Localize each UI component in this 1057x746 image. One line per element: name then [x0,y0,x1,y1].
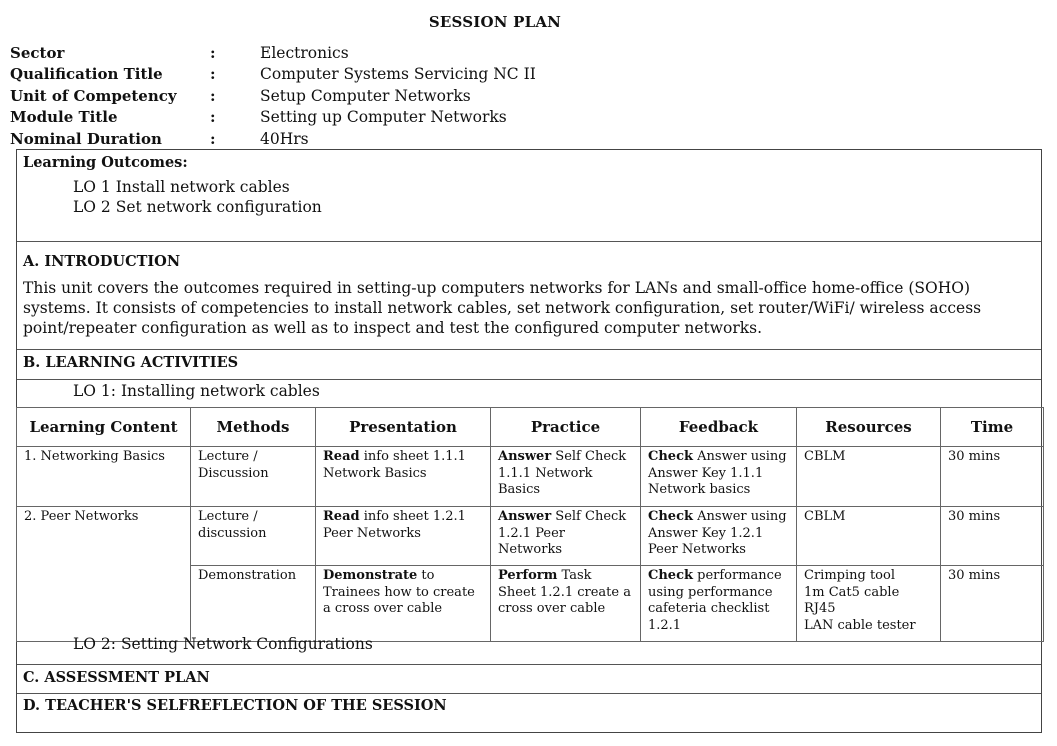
practice-cell [491,566,641,642]
resource-item: RJ45 [804,601,836,616]
table-header-row [17,408,1044,447]
action-verb: Read [323,509,360,524]
meta-colon: : [210,86,216,105]
meta-value: 40Hrs [260,129,309,148]
meta-colon: : [210,43,216,62]
feedback-text: Answer using Answer Key 1.2.1 Peer Networks [648,509,787,557]
presentation-text: info sheet 1.2.1 Peer Networks [323,509,466,541]
learning-outcome-item: LO 1 Install network cables [73,178,290,196]
introduction-heading: A. INTRODUCTION [23,253,181,270]
meta-value: Setup Computer Networks [260,86,471,105]
presentation-cell [316,507,491,566]
resources-cell: CBLM [797,507,941,566]
lo2-row [17,633,1041,665]
lo1-title: LO 1: Installing network cables [73,382,320,400]
column-header: Methods [191,408,316,447]
table-row [17,447,1044,507]
action-verb: Answer [498,509,552,524]
learning-content-cell: 1. Networking Basics [17,447,191,507]
learning-outcomes-heading: Learning Outcomes: [23,154,188,171]
feedback-cell [641,507,797,566]
column-header: Learning Content [17,408,191,447]
feedback-cell [641,447,797,507]
learning-outcomes-list [17,177,1041,217]
action-verb: Check [648,449,693,464]
meta-label: Sector [10,43,65,62]
action-verb: Answer [498,449,552,464]
meta-row-module [10,107,536,129]
time-cell: 30 mins [941,566,1044,642]
column-header: Resources [797,408,941,447]
meta-label: Unit of Competency [10,86,177,105]
feedback-text: performance using performance cafeteria checklist 1.2.1 [648,568,782,633]
action-verb: Read [323,449,360,464]
presentation-cell [316,566,491,642]
feedback-cell [641,566,797,642]
presentation-text: to Trainees how to create a cross over cable [323,568,475,616]
lo1-row [17,380,1041,408]
learning-outcome-item: LO 2 Set network configuration [73,198,322,216]
practice-text: Task Sheet 1.2.1 create a cross over cable [498,568,631,616]
lo2-title: LO 2: Setting Network Configurations [73,635,373,653]
meta-label: Qualification Title [10,65,163,84]
practice-text: Self Check 1.2.1 Peer Networks [498,509,627,557]
learning-activities-heading: B. LEARNING ACTIVITIES [23,354,239,371]
reflection-heading: D. TEACHER'S SELFREFLECTION OF THE SESSION [23,697,447,714]
session-plan-frame [16,149,1042,733]
resources-cell [797,566,941,642]
time-cell: 30 mins [941,447,1044,507]
meta-colon: : [210,129,216,148]
assessment-section [17,665,1041,694]
introduction-section [17,242,1041,350]
learning-content-cell: 2. Peer Networks [17,507,191,642]
time-cell: 30 mins [941,507,1044,566]
resource-item: LAN cable tester [804,617,916,633]
action-verb: Check [648,509,693,524]
meta-row-duration [10,128,536,150]
column-header: Practice [491,408,641,447]
method-cell: Demonstration [191,566,316,642]
meta-label: Nominal Duration [10,129,162,148]
meta-value: Electronics [260,43,349,62]
meta-row-qualification [10,64,536,86]
meta-colon: : [210,108,216,127]
meta-row-sector [10,42,536,64]
learning-activities-table [16,407,1044,642]
session-meta [10,42,536,150]
learning-activities-section [17,350,1041,380]
practice-cell [491,507,641,566]
learning-outcomes-section [17,150,1041,242]
page-title: SESSION PLAN [428,13,562,31]
meta-row-unit [10,85,536,107]
meta-label: Module Title [10,108,118,127]
resource-item: Crimping tool [804,568,895,583]
resource-item: 1m Cat5 cable [804,584,900,600]
resources-cell: CBLM [797,447,941,507]
action-verb: Perform [498,568,558,583]
column-header: Feedback [641,408,797,447]
presentation-text: info sheet 1.1.1 Network Basics [323,449,466,481]
meta-colon: : [210,65,216,84]
practice-text: Self Check 1.1.1 Network Basics [498,449,627,497]
reflection-section [17,694,1041,734]
table-row [17,507,1044,566]
presentation-cell [316,447,491,507]
method-cell: Lecture / Discussion [191,447,316,507]
action-verb: Check [648,568,693,583]
method-cell: Lecture / discussion [191,507,316,566]
practice-cell [491,447,641,507]
column-header: Time [941,408,1044,447]
assessment-heading: C. ASSESSMENT PLAN [23,669,210,686]
feedback-text: Answer using Answer Key 1.1.1 Network basics [648,449,787,497]
action-verb: Demonstrate [323,568,418,583]
column-header: Presentation [316,408,491,447]
meta-value: Setting up Computer Networks [260,108,507,127]
meta-value: Computer Systems Servicing NC II [260,65,536,84]
introduction-text: This unit covers the outcomes required in setting-up computers networks for LANs and small-office home-office (SOHO) systems. It consists of competencies to install network cables, set network configuration, set router/WiFi/ wireless access point/repeater configuration as well as to inspect and test the configured computer networks. [23,279,982,337]
